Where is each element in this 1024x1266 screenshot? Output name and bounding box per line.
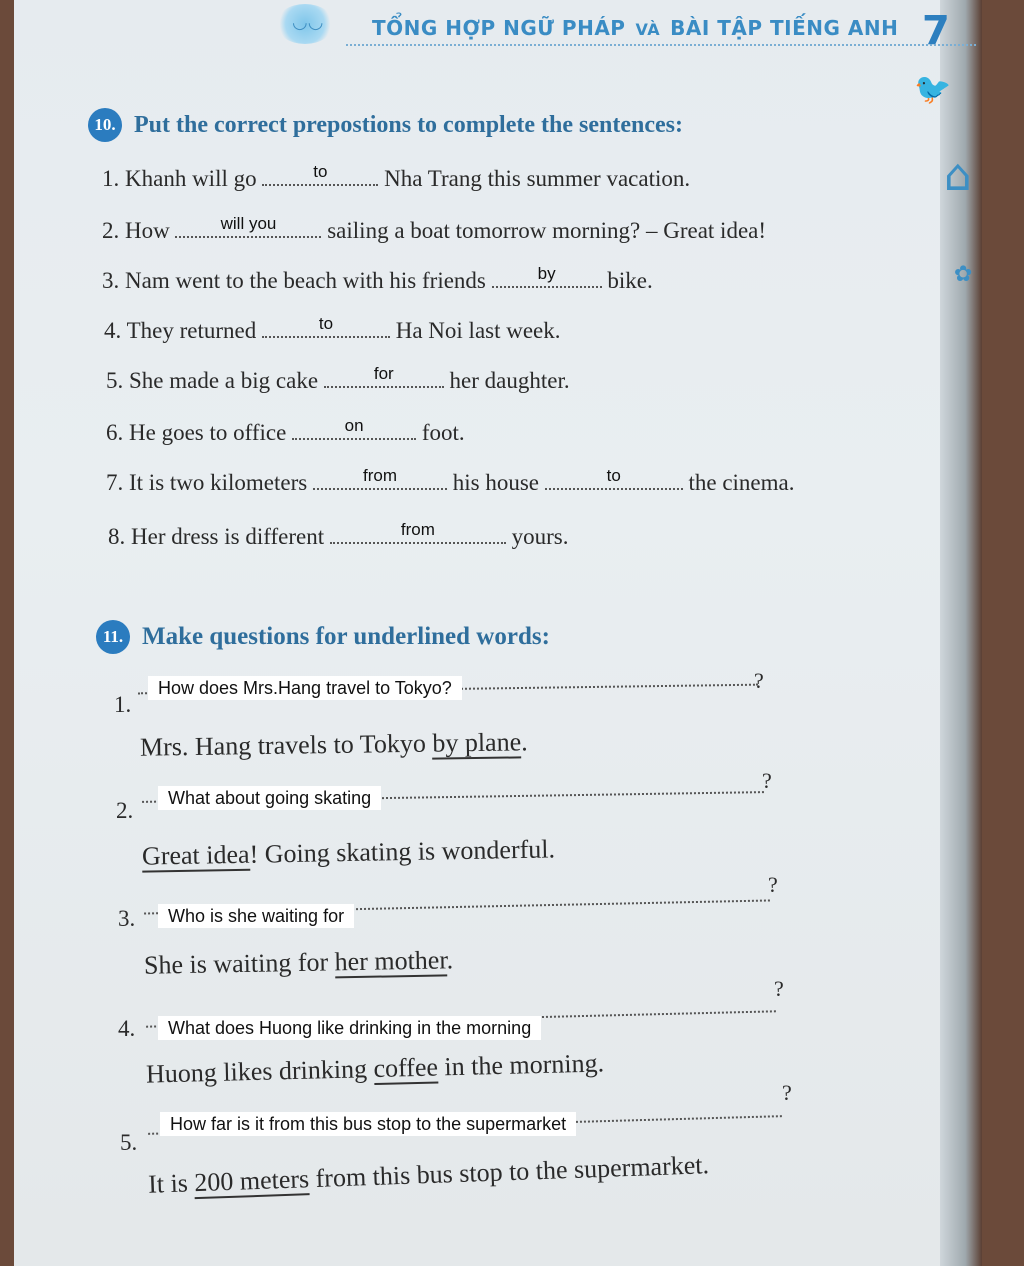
ex11-item-1-answer[interactable]: How does Mrs.Hang travel to Tokyo? (148, 676, 462, 700)
item-number: 3. (102, 268, 120, 293)
sentence-underlined-part: coffee (373, 1052, 439, 1084)
ex10-item-6 (106, 416, 465, 446)
ex11-item-3-qmark: ? (768, 872, 778, 897)
ex10-item-1 (102, 162, 691, 192)
sentence-text-after: in the morning. (437, 1048, 605, 1082)
filled-answer: by (537, 264, 556, 283)
item-text-after: her daughter. (449, 368, 570, 393)
ex11-item-3-answer[interactable]: Who is she waiting for (158, 904, 354, 928)
ex11-item-3-sentence (144, 945, 454, 980)
item-number: 8. (108, 524, 126, 549)
item-text-after: bike. (607, 268, 653, 293)
exercise-10-badge: 10. (88, 108, 122, 142)
workbook-page (14, 0, 982, 1266)
ex10-item-2 (102, 214, 767, 244)
book-title-part1: TỔNG HỢP NGỮ PHÁP (372, 16, 626, 40)
ex11-item-4-sentence (146, 1048, 605, 1089)
sentence-underlined-part: Great idea (141, 839, 250, 871)
ex11-item-2-sentence (142, 834, 555, 871)
sentence-underlined-part: 200 meters (193, 1164, 310, 1198)
ex10-item-8 (108, 520, 569, 550)
page-header (276, 4, 976, 68)
book-title-and: VÀ (635, 20, 661, 39)
item-text-before: He goes to office (129, 420, 287, 445)
ex10-item-4 (104, 314, 561, 344)
ex11-item-3-number: 3. (118, 906, 136, 931)
answer-blank[interactable] (492, 264, 602, 288)
ex11-item-1-number: 1. (114, 692, 132, 717)
exercise-11-instruction: Make questions for underlined words: (142, 623, 550, 650)
grade-number: 7 (922, 8, 950, 54)
answer-blank[interactable] (175, 214, 321, 238)
flower-icon: ✿ (954, 262, 973, 287)
book-title (372, 16, 898, 40)
exercise-11-heading (96, 620, 550, 654)
item-number: 1. (102, 166, 120, 191)
item-text-before: Nam went to the beach with his friends (125, 268, 486, 293)
item-text-after: sailing a boat tomorrow morning? – Great idea! (327, 218, 767, 243)
ex10-item-5 (106, 364, 570, 394)
filled-answer-2: to (606, 466, 621, 485)
ex11-item-5-number: 5. (120, 1130, 138, 1155)
ex11-item-2-answer[interactable]: What about going skating (158, 786, 381, 810)
item-text-middle: his house (452, 470, 539, 495)
item-text-before: It is two kilometers (129, 470, 308, 495)
filled-answer: from (400, 520, 435, 539)
answer-blank[interactable] (330, 520, 506, 544)
filled-answer: will you (220, 214, 277, 233)
ex11-item-4-number: 4. (118, 1016, 136, 1041)
sentence-text-after: ! Going skating is wonderful. (249, 834, 556, 869)
sentence-text-before: She is waiting for (143, 947, 335, 980)
item-number: 5. (106, 368, 124, 393)
sentence-text-after: . (446, 945, 454, 975)
book-title-part2: BÀI TẬP TIẾNG ANH (670, 16, 899, 40)
ex11-item-1-sentence (140, 727, 528, 762)
sentence-text-before: It is (147, 1168, 195, 1199)
ex11-item-5-answer[interactable]: How far is it from this bus stop to the supermarket (160, 1112, 576, 1136)
item-number: 7. (106, 470, 124, 495)
item-text-before: How (125, 218, 170, 243)
filled-answer: on (344, 416, 364, 435)
birdhouse-icon: ⌂ (944, 150, 972, 201)
filled-answer: to (318, 314, 334, 333)
ex11-item-5-qmark: ? (782, 1080, 792, 1105)
header-divider (346, 44, 976, 46)
ex11-item-4-qmark: ? (774, 976, 784, 1001)
item-text-after: the cinema. (688, 470, 795, 495)
ex11-item-4-answer[interactable]: What does Huong like drinking in the morning (158, 1016, 541, 1040)
answer-blank[interactable] (313, 466, 447, 490)
sun-logo-icon (276, 4, 334, 44)
sentence-underlined-part: her mother (334, 945, 447, 977)
item-text-after: yours. (511, 524, 569, 549)
item-number: 2. (102, 218, 120, 243)
ex10-item-3 (102, 264, 653, 294)
ex11-item-2-number: 2. (116, 798, 134, 823)
sentence-underlined-part: by plane (432, 727, 522, 758)
ex11-item-5-sentence (148, 1150, 710, 1200)
exercise-10-instruction: Put the correct prepostions to complete the sentences: (134, 111, 683, 138)
bird-icon: 🐦 (914, 72, 952, 107)
filled-answer: for (373, 364, 394, 383)
exercise-11-badge: 11. (96, 620, 130, 654)
item-text-after: foot. (421, 420, 465, 445)
item-text-before: Khanh will go (125, 166, 257, 191)
sentence-text-before: Mrs. Hang travels to Tokyo (139, 728, 433, 762)
smiley-icon: ◡◡ (292, 12, 324, 33)
sentence-text-before: Huong likes drinking (145, 1054, 374, 1089)
answer-blank[interactable] (262, 314, 390, 338)
item-text-after: Ha Noi last week. (395, 318, 561, 343)
ex10-item-7 (106, 466, 795, 496)
item-number: 6. (106, 420, 124, 445)
item-text-after: Nha Trang this summer vacation. (384, 166, 691, 191)
ex11-item-1-qmark: ? (754, 668, 764, 693)
exercise-10-heading (88, 108, 683, 142)
answer-blank-2[interactable] (545, 466, 683, 490)
filled-answer: to (313, 162, 328, 181)
item-text-before: She made a big cake (129, 368, 319, 393)
item-text-before: Her dress is different (131, 524, 325, 549)
ex11-item-2-qmark: ? (762, 768, 772, 793)
sentence-text-after: from this bus stop to the supermarket. (308, 1150, 710, 1194)
sentence-text-after: . (520, 727, 528, 757)
answer-blank[interactable] (324, 364, 444, 388)
filled-answer: from (362, 466, 397, 485)
answer-blank[interactable] (262, 162, 378, 186)
item-text-before: They returned (126, 318, 257, 343)
answer-blank[interactable] (292, 416, 416, 440)
item-number: 4. (104, 318, 122, 343)
